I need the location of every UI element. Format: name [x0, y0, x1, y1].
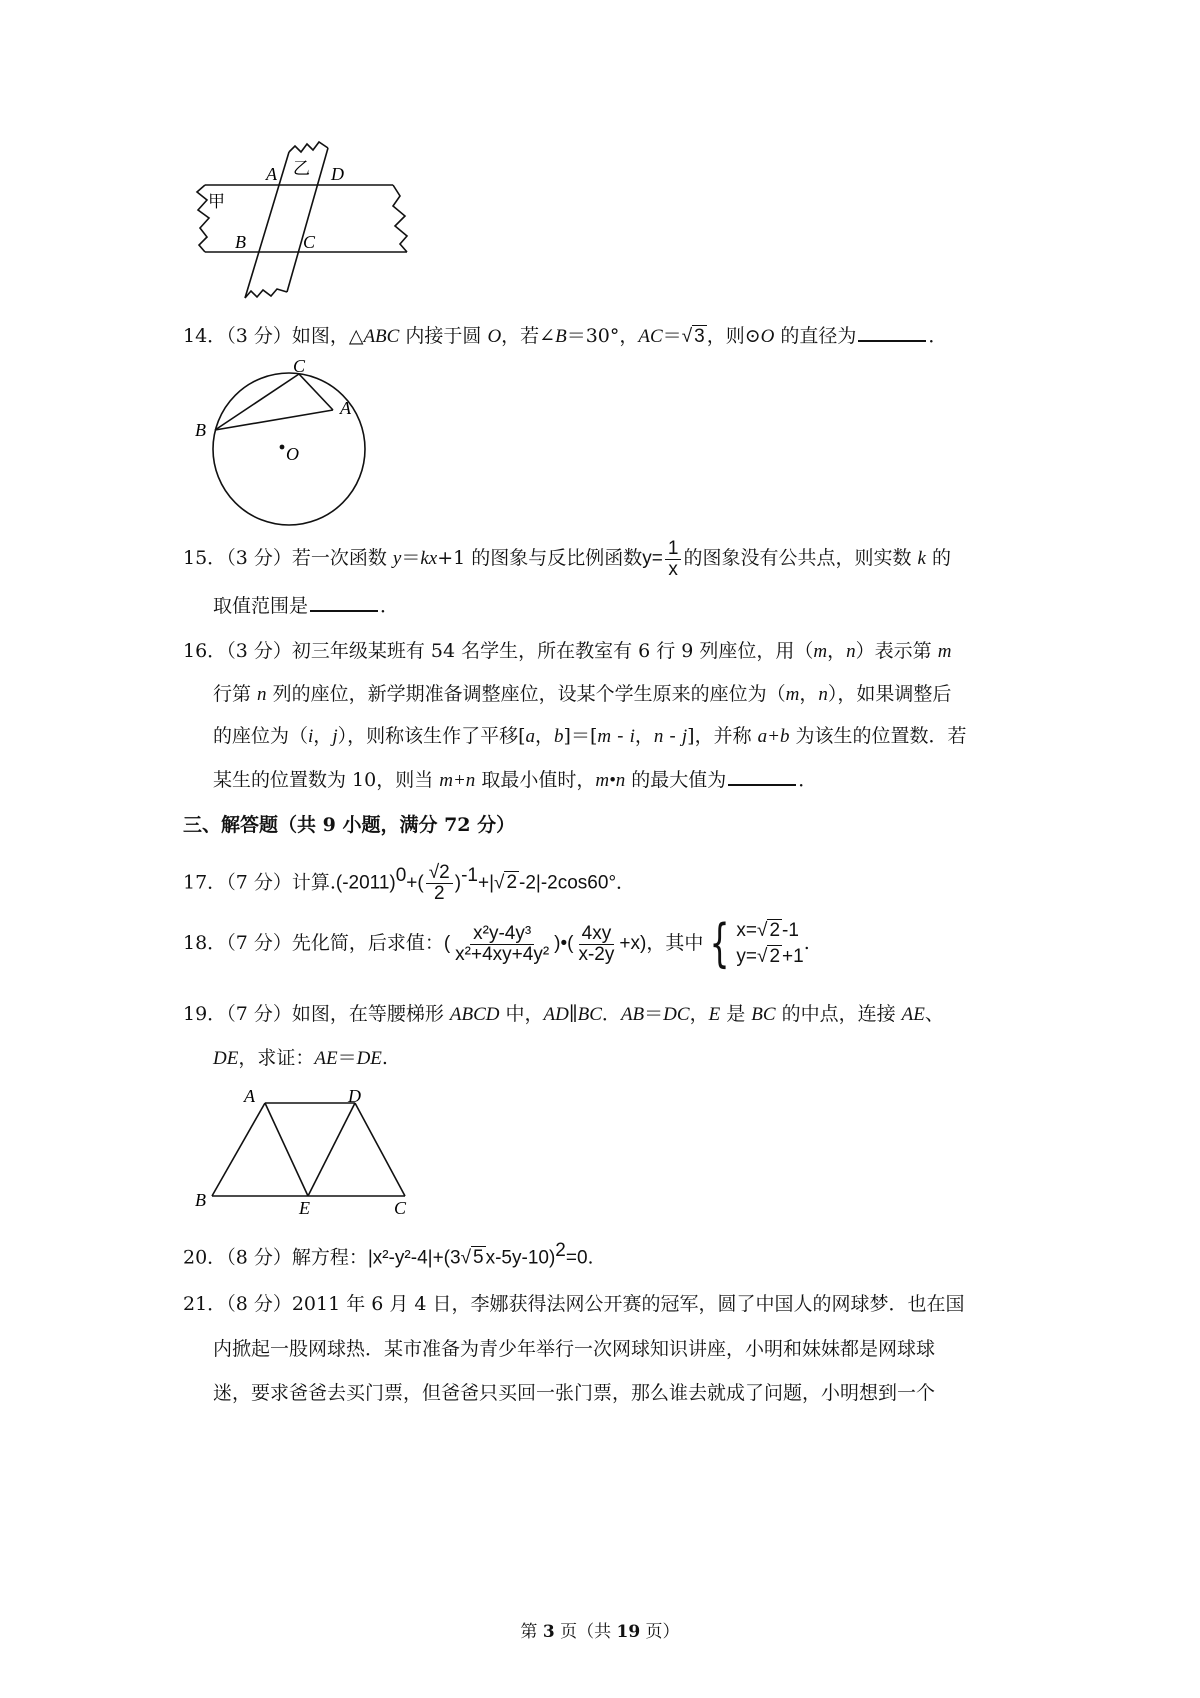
q16-text: ）表示第	[855, 640, 938, 662]
q16-text: 列的座位，新学期准备调整座位，设某个学生原来的座位为（	[266, 683, 786, 705]
q16-var: m	[597, 726, 612, 747]
q16-text: -	[611, 725, 630, 747]
question-21-line2: 内掀起一股网球热．某市准备为青少年举行一次网球知识讲座，小明和妹妹都是网球球	[213, 1338, 936, 1360]
q20-text: .	[587, 1246, 594, 1269]
question-21	[183, 1290, 965, 1318]
q-number: 21．	[183, 1293, 227, 1315]
sys-text: -1	[782, 920, 799, 941]
q14-var: B	[555, 326, 567, 347]
fig19-label-d: D	[348, 1088, 361, 1106]
footer-text: 页（共	[554, 1622, 617, 1642]
q15-var: kx	[420, 548, 438, 569]
frac-num: 4xy	[579, 924, 615, 945]
q19-text: .	[381, 1047, 388, 1069]
q-score: （3 分）	[226, 640, 292, 662]
fig19-label-b: B	[195, 1190, 206, 1210]
q14-text: ＝	[662, 325, 682, 347]
question-15	[183, 538, 951, 579]
q14-text: 内接于圆	[399, 325, 488, 347]
sys-text: +1	[782, 946, 804, 967]
q-number: 18．	[183, 932, 227, 954]
q15-func-y: y=	[642, 548, 663, 569]
q14-text: ．	[928, 325, 948, 347]
q18-text: .	[803, 932, 810, 954]
frac-den: x	[668, 558, 678, 580]
q-number: 15．	[183, 547, 227, 569]
sqrt-radicand: 2	[506, 872, 518, 894]
q15-var: y	[392, 548, 402, 569]
q16-var: a+b	[757, 726, 790, 747]
footer-text: 第	[520, 1622, 543, 1642]
q19-text: 、	[924, 1003, 944, 1025]
q16-text: 初三年级某班有 54 名学生，所在教室有 6 行 9 列座位，用（	[291, 640, 814, 662]
q19-var: AE	[314, 1048, 338, 1069]
q16-text: ．	[798, 769, 818, 791]
q16-text: 行第	[213, 683, 258, 705]
sqrt-radicand: 5	[473, 1247, 484, 1269]
figure-14-circle	[185, 352, 385, 532]
total-pages: 19	[616, 1622, 641, 1642]
figure-13-strips	[195, 140, 445, 300]
q16-text: ，	[313, 725, 333, 747]
sqrt-radicand: 2	[769, 946, 781, 967]
question-16	[183, 637, 951, 666]
q14-var: ABC	[363, 326, 400, 347]
q17-expr: +(	[406, 872, 424, 894]
q16-text: ]，并称	[687, 725, 758, 747]
fig13-label-c: C	[303, 232, 316, 252]
question-19-line2	[213, 1044, 388, 1073]
q-score: （8 分）	[226, 1246, 292, 1269]
footer-text: 页）	[640, 1622, 680, 1642]
question-21-line3: 迷，要求爸爸去买门票，但爸爸只买回一张门票，那么谁去就成了问题，小明想到一个	[213, 1382, 936, 1404]
sys-row-x: x=√ 2 -1	[736, 920, 799, 941]
fig13-label-a: A	[266, 164, 277, 184]
q15-text: ＝	[401, 547, 421, 569]
fig19-label-a: A	[244, 1088, 255, 1106]
q16-var: j	[332, 726, 338, 747]
fraction-sqrt2-over-2	[426, 863, 453, 904]
q16-text: 取最小值时，	[475, 769, 596, 791]
system-brace: {	[709, 914, 730, 974]
fig13-label-b: B	[235, 232, 246, 252]
q18-text: ，其中	[646, 932, 704, 954]
q15-text: ．	[380, 595, 400, 617]
q16-text: ），如果调整后	[827, 683, 952, 705]
question-16-line2	[213, 680, 951, 709]
q16-var: n	[818, 684, 828, 705]
q-score: （7 分）	[226, 932, 292, 954]
answer-blank[interactable]	[310, 592, 378, 612]
q18-expr: (	[443, 933, 451, 954]
q16-text: 的座位为（	[213, 725, 309, 747]
frac-den: x²+4xy+4y²	[455, 943, 550, 965]
q17-expr: )	[454, 872, 462, 894]
q16-text: 为该生的位置数．若	[789, 725, 967, 747]
q-score: （7 分）	[226, 871, 292, 894]
fig14-label-o: O	[286, 444, 299, 464]
question-19	[183, 1000, 944, 1029]
q16-text: ，	[799, 683, 819, 705]
q16-text: ，	[535, 725, 555, 747]
q16-text: -	[663, 725, 682, 747]
q-number: 20．	[183, 1246, 227, 1269]
q17-expr: -2|-2cos60°	[519, 872, 617, 894]
q16-text: 的最大值为	[625, 769, 727, 791]
page-number: 3	[542, 1622, 555, 1642]
q19-text: 如图，在等腰梯形	[291, 1003, 450, 1025]
figure-19-trapezoid	[190, 1088, 430, 1223]
q16-text: 某生的位置数为 10，则当	[213, 769, 440, 791]
question-20	[183, 1237, 594, 1272]
q19-text: ＝	[644, 1003, 664, 1025]
q-score: （3 分）	[226, 547, 292, 569]
q19-text: ，求证：	[238, 1047, 315, 1069]
q19-text: 是	[720, 1003, 752, 1025]
q15-text: 的	[925, 547, 951, 569]
sqrt-radicand: 2	[769, 920, 781, 941]
sqrt-5: √ 5	[460, 1247, 484, 1269]
q-score: （3 分）	[226, 325, 292, 347]
q19-var: ABCD	[449, 1004, 500, 1025]
q19-var: AD	[543, 1004, 569, 1025]
q16-text: ），则称该生作了平移[	[337, 725, 526, 747]
q19-text: ，	[689, 1003, 709, 1025]
q16-var: m	[785, 684, 800, 705]
sqrt-3: √ 3	[681, 326, 705, 347]
q19-var: DC	[663, 1004, 690, 1025]
fig13-label-d: D	[331, 164, 344, 184]
fig19-label-e: E	[299, 1198, 310, 1218]
question-17	[183, 856, 635, 904]
q16-var: a	[525, 726, 536, 747]
q14-var: AC	[638, 326, 663, 347]
q16-var: m+n	[439, 770, 476, 791]
q16-var: n	[653, 726, 664, 747]
fraction-1-over-x	[665, 539, 682, 580]
fig14-label-c: C	[293, 356, 306, 376]
q14-var: O	[487, 326, 502, 347]
q-number: 16．	[183, 640, 227, 662]
q18-text: 先化简，后求值：	[291, 932, 444, 954]
q15-text: 若一次函数	[291, 547, 393, 569]
q17-text: ．	[616, 871, 636, 894]
q16-text: ，	[634, 725, 654, 747]
sys-row-y: y=√ 2 +1	[736, 946, 804, 967]
q20-expr: x-5y-10)	[485, 1247, 556, 1269]
q15-text: +1 的图象与反比例函数	[437, 547, 643, 569]
q14-text: 如图，△	[291, 325, 364, 347]
question-14	[183, 322, 947, 351]
q20-expr: =0	[565, 1247, 588, 1269]
q17-exp: 0	[395, 865, 407, 886]
question-18	[183, 915, 810, 972]
q-score: （7 分）	[226, 1003, 292, 1025]
answer-blank[interactable]	[728, 766, 796, 786]
q19-text: ∥	[568, 1003, 578, 1025]
q17-exp: -1	[461, 865, 478, 886]
q16-var: i	[629, 726, 635, 747]
fig14-label-b: B	[195, 420, 206, 440]
q19-text: ．	[601, 1003, 621, 1025]
q19-var: AB	[620, 1004, 645, 1025]
q16-var: m	[813, 641, 828, 662]
q17-text: 计算.	[291, 871, 336, 894]
q16-var: j	[681, 726, 688, 747]
sqrt-2: √ 2	[494, 872, 518, 894]
q14-text: ，则⊙	[706, 325, 761, 347]
fraction-2	[575, 924, 617, 965]
frac-num: 1	[665, 539, 682, 560]
section-heading: 三、解答题（共 9 小题，满分 72 分）	[183, 814, 516, 836]
q14-var: O	[760, 326, 775, 347]
answer-blank[interactable]	[858, 322, 926, 342]
q19-var: AE	[901, 1004, 925, 1025]
q16-var: n	[257, 684, 267, 705]
q15-var: k	[917, 548, 926, 569]
q-number: 17．	[183, 871, 227, 894]
frac-num: x²y-4y³	[470, 924, 534, 945]
q19-var: DE	[356, 1048, 382, 1069]
q16-var: m	[937, 641, 952, 662]
q17-expr: (-2011)	[335, 872, 396, 894]
q17-expr: +|	[477, 872, 494, 894]
q15-text: 取值范围是	[213, 595, 309, 617]
q16-var: m•n	[595, 770, 626, 791]
fraction-1	[452, 924, 552, 965]
q16-var: i	[308, 726, 314, 747]
q20-text: 解方程：	[291, 1246, 368, 1269]
fig13-label-yi: 乙	[293, 159, 310, 179]
q20-expr: |x²-y²-4|+(3	[367, 1247, 461, 1269]
q19-text: 中，	[499, 1003, 544, 1025]
q19-text: ＝	[337, 1047, 357, 1069]
frac-den: x-2y	[578, 943, 615, 965]
frac-den: 2	[433, 882, 445, 904]
q16-text: ]＝[	[563, 725, 598, 747]
question-15-line2	[213, 592, 399, 620]
q14-text: ＝30°，	[566, 325, 639, 347]
q19-var: E	[708, 1004, 721, 1025]
page-footer	[0, 1617, 1200, 1642]
frac-num: √2	[426, 863, 453, 884]
equation-system	[736, 918, 803, 970]
q14-text: ，若∠	[501, 325, 556, 347]
q16-var: n	[846, 641, 856, 662]
question-16-line4	[213, 766, 817, 795]
fig14-label-a: A	[340, 398, 351, 418]
q-number: 14．	[183, 325, 227, 347]
sqrt-radicand: 3	[694, 326, 705, 347]
q19-var: BC	[577, 1004, 602, 1025]
q14-text: 的直径为	[774, 325, 857, 347]
sys-text: y=	[736, 946, 758, 967]
q15-text: 的图象没有公共点，则实数	[683, 547, 918, 569]
fig19-label-c: C	[394, 1198, 407, 1218]
q20-exp: 2	[555, 1240, 566, 1261]
fig13-label-jia: 甲	[208, 192, 225, 212]
question-16-line3	[213, 722, 967, 751]
q19-text: 的中点，连接	[775, 1003, 902, 1025]
sys-text: x=	[736, 920, 758, 941]
q-score: （8 分）	[226, 1293, 292, 1315]
q18-expr: +x)	[619, 933, 647, 954]
q21-text: 2011 年 6 月 4 日，李娜获得法网公开赛的冠军，圆了中国人的网球梦．也在国	[291, 1293, 965, 1315]
q16-var: b	[554, 726, 564, 747]
q19-var: BC	[751, 1004, 776, 1025]
q16-text: ，	[827, 640, 847, 662]
q19-var: DE	[213, 1048, 239, 1069]
q-number: 19．	[183, 1003, 227, 1025]
q18-expr: )•(	[554, 933, 574, 954]
